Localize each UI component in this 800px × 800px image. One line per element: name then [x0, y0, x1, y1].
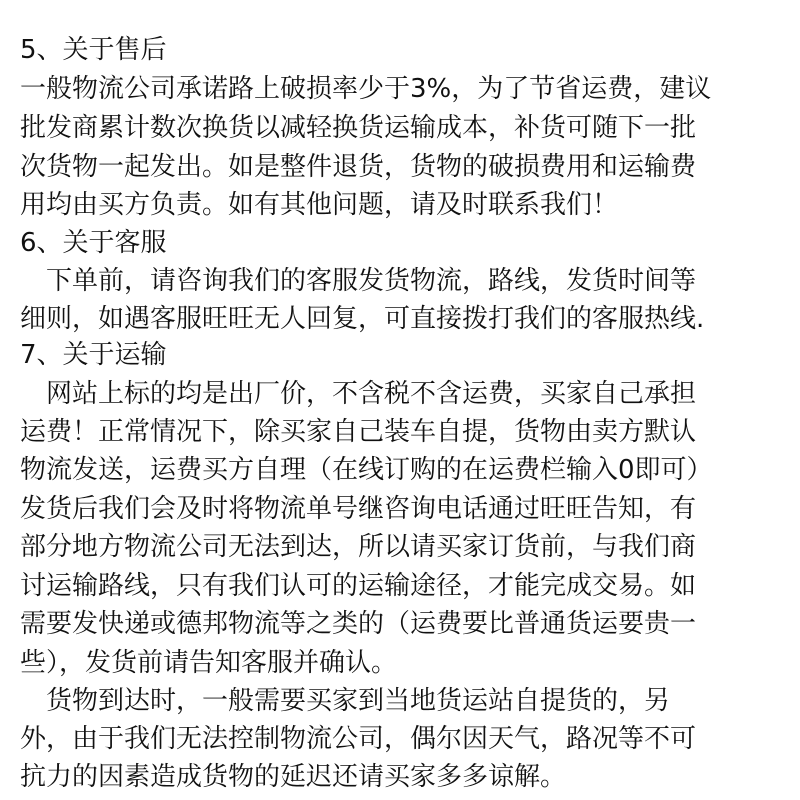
- paragraph-line: 批发商累计数次换货以减轻换货运输成本，补货可随下一批: [20, 113, 697, 143]
- paragraph-line: 货物到达时，一般需要买家到当地货运站自提货的，另: [20, 686, 671, 716]
- paragraph-line: 一般物流公司承诺路上破损率少于3%，为了节省运费，建议: [20, 74, 712, 104]
- paragraph-line: 抗力的因素造成货物的延迟还请买家多多谅解。: [20, 762, 567, 792]
- paragraph-line: 细则，如遇客服旺旺无人回复，可直接拨打我们的客服热线.: [20, 304, 705, 334]
- paragraph-line: 运费！正常情况下，除买家自己装车自提，货物由卖方默认: [20, 417, 697, 447]
- paragraph-line: 网站上标的均是出厂价，不含税不含运费，买家自己承担: [20, 379, 697, 409]
- section-5-heading: 5、关于售后: [20, 35, 167, 65]
- paragraph-line: 次货物一起发出。如是整件退货，货物的破损费用和运输费: [20, 152, 697, 182]
- paragraph-line: 用均由买方负责。如有其他问题，请及时联系我们！: [20, 190, 619, 220]
- paragraph-line: 需要发快递或德邦物流等之类的（运费要比普通货运要贵一: [20, 609, 697, 639]
- paragraph-line: 下单前，请咨询我们的客服发货物流，路线，发货时间等: [20, 266, 697, 296]
- paragraph-line: 物流发送，运费买方自理（在线订购的在运费栏输入0即可）: [20, 455, 713, 485]
- paragraph-line: 部分地方物流公司无法到达，所以请买家订货前，与我们商: [20, 532, 697, 562]
- paragraph-line: 些），发货前请告知客服并确认。: [20, 648, 398, 678]
- section-7-heading: 7、关于运输: [20, 340, 167, 370]
- paragraph-line: 讨运输路线，只有我们认可的运输途径，才能完成交易。如: [20, 571, 697, 601]
- paragraph-line: 发货后我们会及时将物流单号继咨询电话通过旺旺告知，有: [20, 494, 697, 524]
- section-6-heading: 6、关于客服: [20, 228, 167, 258]
- paragraph-line: 外，由于我们无法控制物流公司，偶尔因天气，路况等不可: [20, 724, 697, 754]
